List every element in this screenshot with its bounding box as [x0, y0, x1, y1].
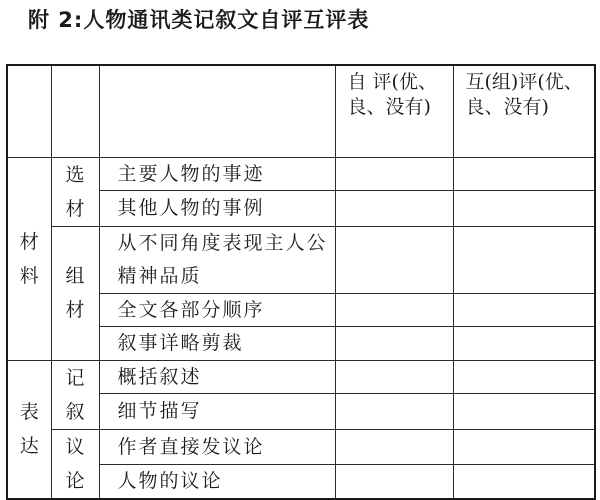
item-detail-cut: 叙事详略剪裁: [99, 326, 335, 360]
subcategory-narration: 记 叙: [51, 360, 99, 429]
peer-eval-cell[interactable]: [453, 226, 595, 293]
peer-eval-cell[interactable]: [453, 394, 595, 429]
self-eval-cell[interactable]: [335, 394, 453, 429]
item-main-deeds: 主要人物的事迹: [99, 157, 335, 191]
page-title: 附 2:人物通讯类记叙文自评互评表: [28, 8, 370, 32]
self-eval-cell[interactable]: [335, 360, 453, 394]
table-row: [7, 226, 595, 293]
peer-eval-cell[interactable]: [453, 157, 595, 191]
item-author-discussion: 作者直接发议论: [99, 429, 335, 464]
item-different-angles: 从不同角度表现主人公精神品质: [99, 226, 335, 293]
self-eval-cell[interactable]: [335, 157, 453, 191]
item-detail-description: 细节描写: [99, 394, 335, 429]
subcategory-selection: 选 材: [51, 157, 99, 226]
self-eval-header: 自 评(优、良、没有): [335, 65, 453, 157]
table-row: [7, 360, 595, 394]
self-eval-cell[interactable]: [335, 293, 453, 326]
item-character-discussion: 人物的议论: [99, 464, 335, 499]
header-row: [7, 65, 595, 157]
item-other-examples: 其他人物的事例: [99, 191, 335, 226]
table-row: [7, 429, 595, 464]
peer-eval-cell[interactable]: [453, 429, 595, 464]
header-blank-2: [51, 65, 99, 157]
self-eval-cell[interactable]: [335, 191, 453, 226]
subcategory-organization: 组 材: [51, 226, 99, 360]
evaluation-table: [6, 64, 596, 500]
table-row: [7, 157, 595, 191]
self-eval-cell[interactable]: [335, 226, 453, 293]
self-eval-cell[interactable]: [335, 429, 453, 464]
subcategory-discussion: 议 论: [51, 429, 99, 499]
header-blank-3: [99, 65, 335, 157]
peer-eval-cell[interactable]: [453, 360, 595, 394]
category-materials: 材 料: [7, 157, 51, 360]
peer-eval-cell[interactable]: [453, 326, 595, 360]
item-summary-narration: 概括叙述: [99, 360, 335, 394]
peer-eval-cell[interactable]: [453, 464, 595, 499]
category-expression: 表 达: [7, 360, 51, 499]
self-eval-cell[interactable]: [335, 326, 453, 360]
peer-eval-cell[interactable]: [453, 293, 595, 326]
header-blank-1: [7, 65, 51, 157]
self-eval-cell[interactable]: [335, 464, 453, 499]
item-section-order: 全文各部分顺序: [99, 293, 335, 326]
peer-eval-header: 互(组)评(优、良、没有): [453, 65, 595, 157]
peer-eval-cell[interactable]: [453, 191, 595, 226]
